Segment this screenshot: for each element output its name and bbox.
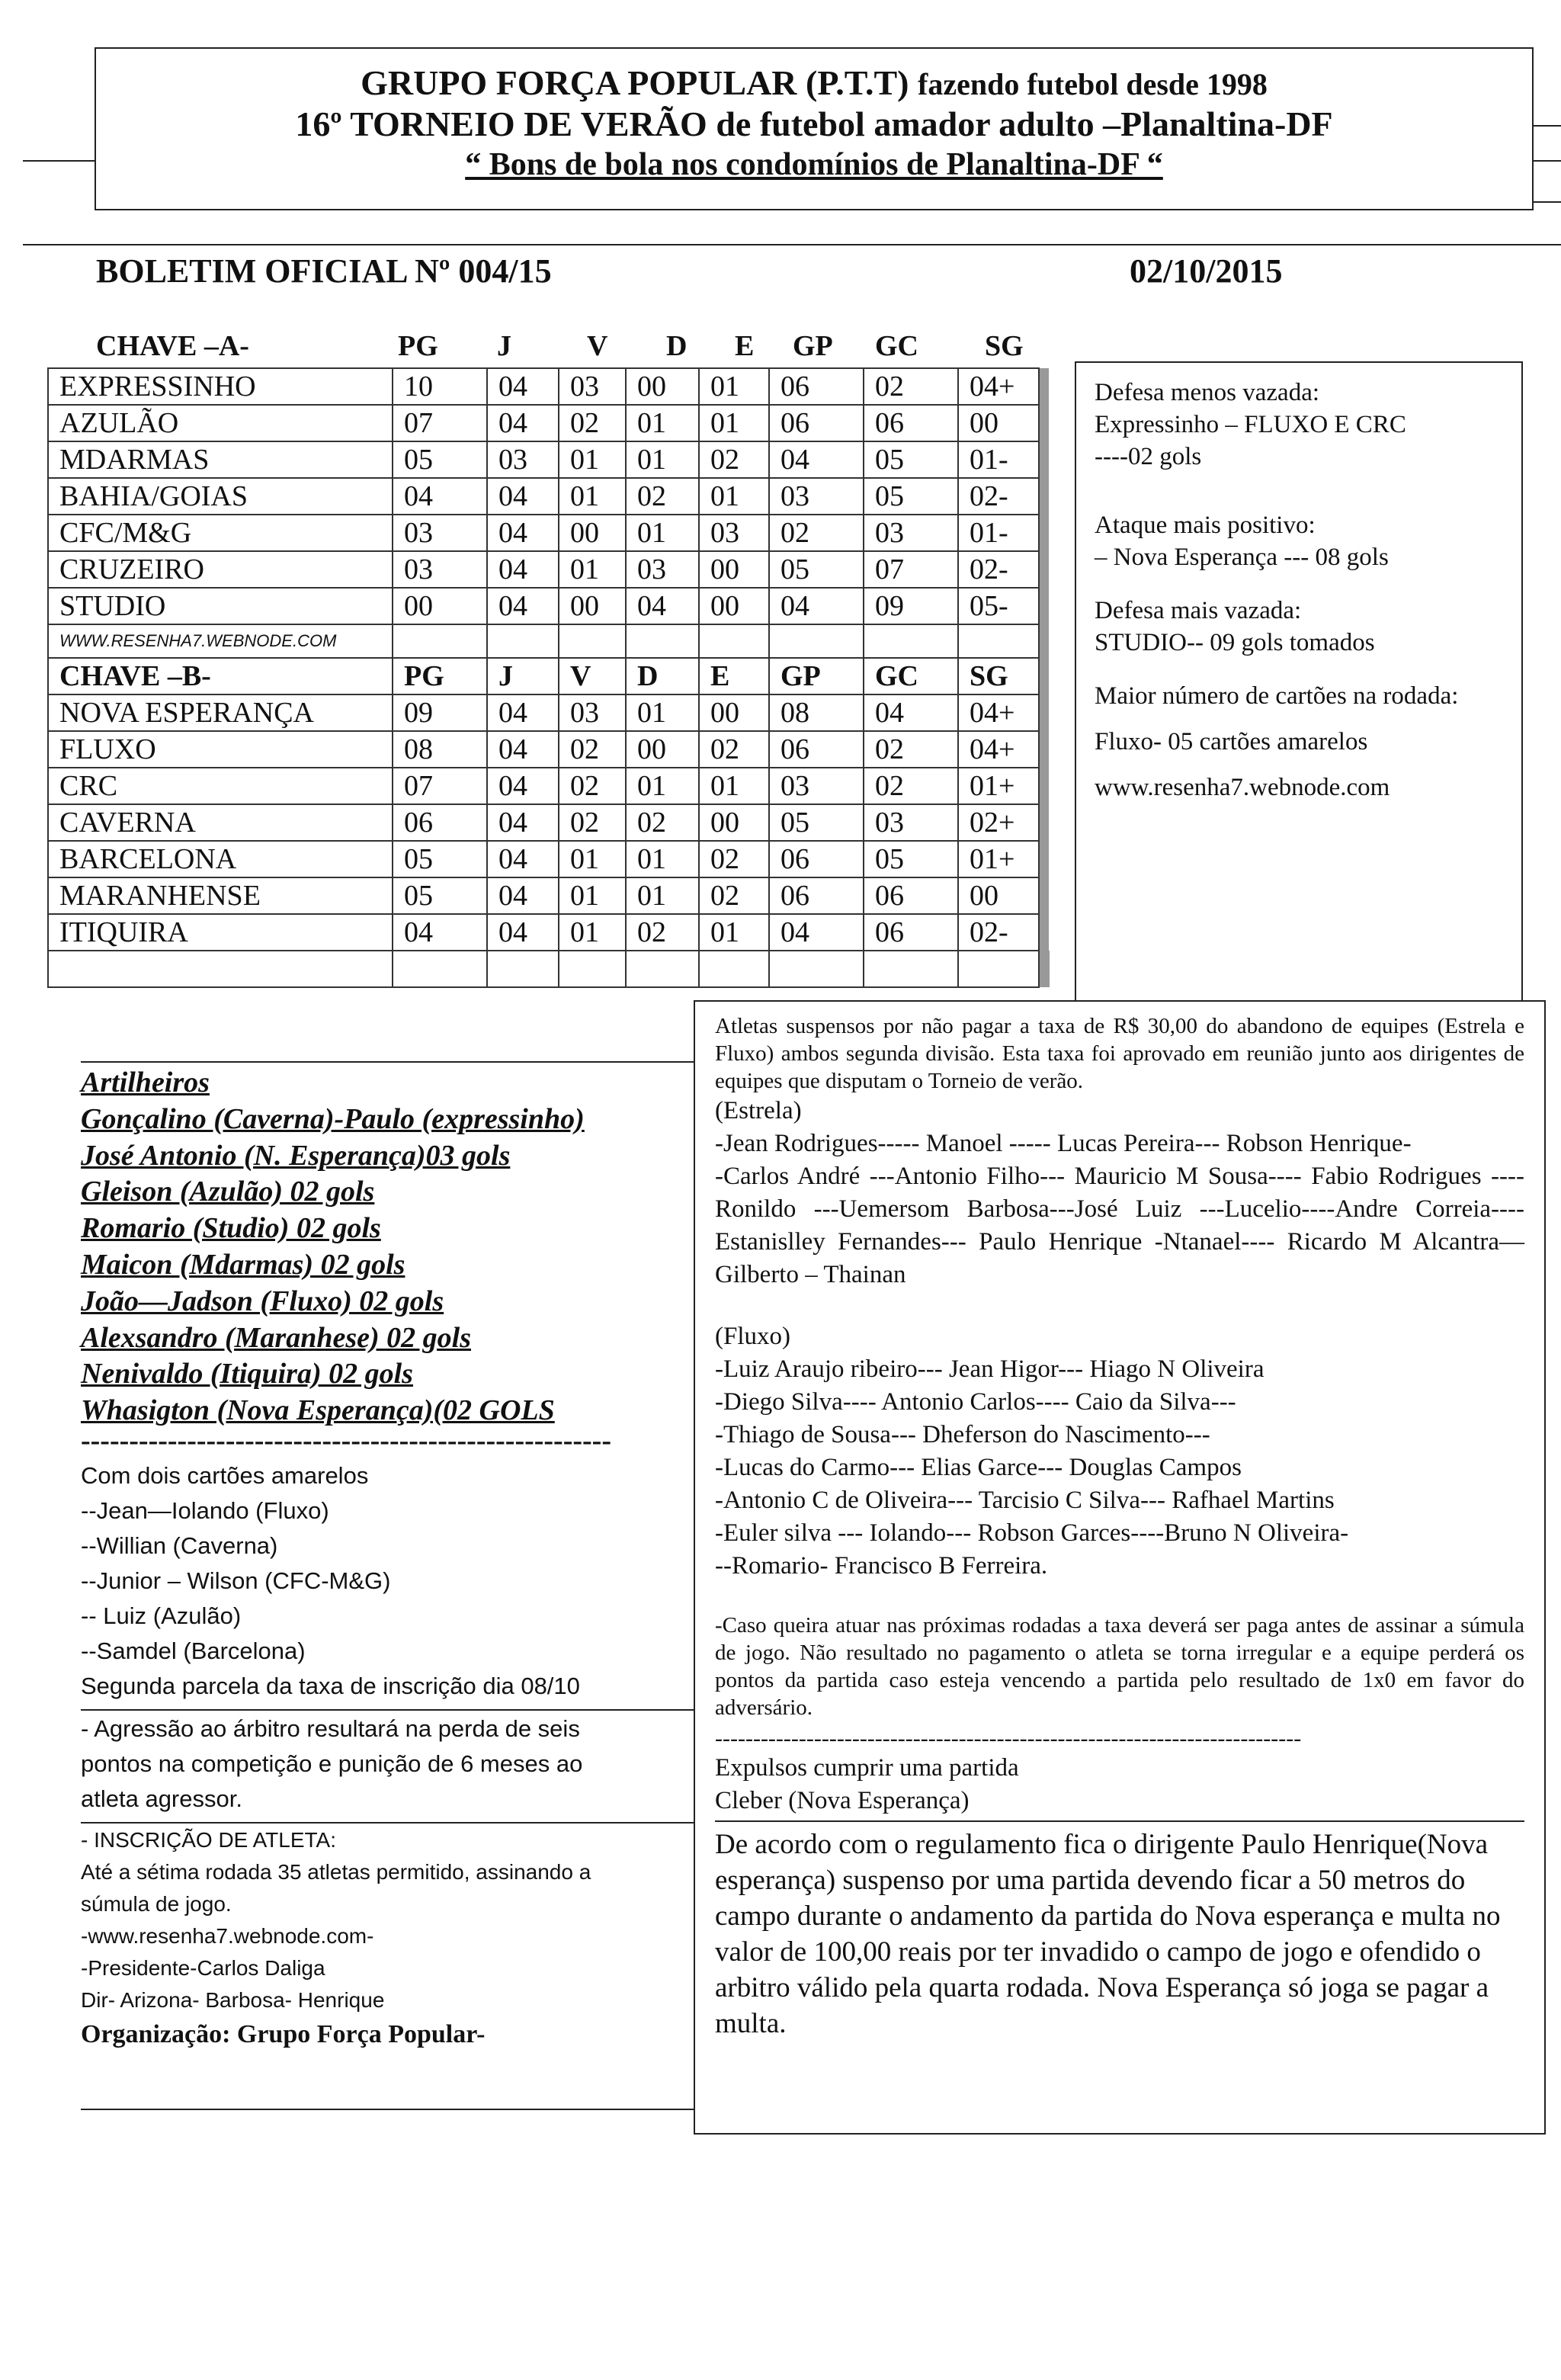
col-e: E	[735, 330, 755, 362]
payment-note: -Caso queira atuar nas próximas rodadas a taxa deverá ser paga antes de assinar a súmula de jogo. Não resultado no pagamento o atleta se torna irregular e a equipe perderá os pontos da partida caso esteja vencendo a partida pelo resultado de 1x0 em favor do adversário.	[715, 1613, 1524, 1720]
table-shadow	[1039, 588, 1050, 624]
team-row	[48, 694, 1050, 731]
stat-cell: 02	[864, 368, 958, 405]
fluxo-players: -Diego Silva---- Antonio Carlos---- Caio da Silva---	[715, 1388, 1236, 1416]
stat-cards-value: Fluxo- 05 cartões amarelos	[1095, 728, 1368, 755]
table-shadow	[1039, 478, 1050, 515]
registration-line-2: súmula de jogo.	[81, 1892, 232, 1916]
col-j: J	[487, 658, 559, 694]
fluxo-players: -Lucas do Carmo--- Elias Garce--- Douglas Campos	[715, 1454, 1242, 1481]
header-box	[95, 47, 1534, 210]
yellow-card-item: --Junior – Wilson (CFC-M&G)	[81, 1567, 391, 1594]
stat-cell: 04	[487, 804, 559, 841]
stat-cell: 00	[626, 731, 699, 768]
stat-cell: 01	[559, 914, 626, 951]
stat-cell: 06	[769, 841, 864, 877]
header-org-name: GRUPO FORÇA POPULAR (P.T.T)	[361, 63, 909, 102]
stat-cell: 02-	[958, 551, 1039, 588]
stat-cell: 02	[864, 731, 958, 768]
stat-cell: 00	[559, 588, 626, 624]
col-gp: GP	[793, 330, 833, 362]
team-row	[48, 441, 1050, 478]
team-name: BARCELONA	[48, 841, 393, 877]
stat-cell: 04	[487, 588, 559, 624]
stat-cell: 04	[487, 515, 559, 551]
scorer-item: Gleison (Azulão) 02 gols	[81, 1176, 375, 1208]
header-org-since: fazendo futebol desde 1998	[918, 67, 1268, 101]
team-row	[48, 804, 1050, 841]
fluxo-title: (Fluxo)	[715, 1323, 790, 1350]
aggression-rule	[81, 1822, 695, 1823]
scorers-separator: -------------------------------------------------------	[81, 1425, 611, 1457]
stat-cell: 01	[699, 368, 769, 405]
suspension-intro: Atletas suspensos por não pagar a taxa de R$ 30,00 do abandono de equipes (Estrela e Fluxo) ambos segunda divisão. Esta taxa foi aprovado em reunião junto aos dirigentes de equipes que disputam o Torneio de verão.	[715, 1014, 1524, 1093]
table-shadow	[1039, 768, 1050, 804]
stat-cell: 06	[864, 877, 958, 914]
stat-cell: 01	[559, 841, 626, 877]
table-shadow	[1039, 877, 1050, 914]
bulletin-title: BOLETIM OFICIAL Nº 004/15	[96, 252, 552, 290]
aggression-line-1: - Agressão ao árbitro resultará na perda de seis	[81, 1715, 580, 1742]
stat-cell: 00	[699, 804, 769, 841]
stat-cell: 09	[393, 694, 487, 731]
stat-cell: 02	[699, 841, 769, 877]
stat-defense-best-value: Expressinho – FLUXO E CRC	[1095, 411, 1406, 438]
website-row	[48, 624, 1050, 658]
team-name: ITIQUIRA	[48, 914, 393, 951]
stat-cell: 02	[559, 768, 626, 804]
stat-website: www.resenha7.webnode.com	[1095, 774, 1390, 801]
stat-cell: 02	[559, 731, 626, 768]
stat-cell: 01	[626, 768, 699, 804]
table-shadow	[1039, 731, 1050, 768]
col-j: J	[497, 330, 511, 362]
stat-cell: 02	[699, 731, 769, 768]
stat-cell: 06	[864, 405, 958, 441]
stat-cell: 10	[393, 368, 487, 405]
col-gc: GC	[864, 658, 958, 694]
fee-rule	[81, 1709, 695, 1711]
chave-a-title: CHAVE –A-	[96, 330, 249, 362]
stat-cell: 03	[864, 515, 958, 551]
fluxo-players: -Euler silva --- Iolando--- Robson Garces----Bruno N Oliveira-	[715, 1519, 1349, 1547]
chave-b-rows	[48, 694, 1050, 951]
stat-cell: 00	[699, 588, 769, 624]
stat-cell: 04	[487, 368, 559, 405]
stat-cell: 05	[393, 441, 487, 478]
stat-cell: 01	[559, 551, 626, 588]
scorer-item: Nenivaldo (Itiquira) 02 gols	[81, 1358, 413, 1390]
stat-cell: 00	[559, 515, 626, 551]
stat-cell: 00	[393, 588, 487, 624]
estrela-players-1: -Jean Rodrigues----- Manoel ----- Lucas Pereira--- Robson Henrique-	[715, 1130, 1412, 1157]
team-row	[48, 914, 1050, 951]
stat-cell: 07	[864, 551, 958, 588]
yellow-cards-title: Com dois cartões amarelos	[81, 1462, 369, 1489]
stat-cell: 04	[487, 551, 559, 588]
table-shadow	[1039, 441, 1050, 478]
stat-cell: 03	[864, 804, 958, 841]
stat-cell: 04	[487, 478, 559, 515]
stat-cell: 04+	[958, 731, 1039, 768]
expelled-title: Expulsos cumprir uma partida	[715, 1754, 1019, 1782]
stat-cell: 01	[626, 405, 699, 441]
header-slogan: “ Bons de bola nos condomínios de Planaltina-DF “	[465, 147, 1163, 182]
estrela-players-2: -Carlos André ---Antonio Filho--- Mauricio M Sousa---- Fabio Rodrigues ----Ronildo ---Uemersom Barbosa---José Luiz ---Lucelio----Andre Correia----Estanislley Fernandes--- Paulo Henrique -Ntanael---- Ricardo M Alcantra—Gilberto – Thainan	[715, 1163, 1524, 1288]
registration-president: -Presidente-Carlos Daliga	[81, 1956, 325, 1980]
col-e: E	[699, 658, 769, 694]
scorer-item: José Antonio (N. Esperança)03 gols	[81, 1140, 511, 1172]
header-rule-right-bottom	[1532, 201, 1561, 203]
stat-cell: 01	[699, 478, 769, 515]
stat-cell: 01	[626, 441, 699, 478]
stat-cell: 04+	[958, 368, 1039, 405]
scorer-item: Maicon (Mdarmas) 02 gols	[81, 1249, 405, 1281]
stat-cell: 04	[487, 731, 559, 768]
stat-cell: 00	[699, 551, 769, 588]
col-gp: GP	[769, 658, 864, 694]
team-row	[48, 731, 1050, 768]
stat-cell: 03	[769, 478, 864, 515]
aggression-line-2: pontos na competição e punição de 6 meses ao	[81, 1750, 583, 1777]
stat-cell: 05	[769, 804, 864, 841]
col-gc: GC	[875, 330, 918, 362]
suspensions-box	[694, 1000, 1546, 2135]
stat-cell: 01	[699, 914, 769, 951]
yellow-card-item: -- Luiz (Azulão)	[81, 1602, 242, 1629]
col-sg: SG	[958, 658, 1039, 694]
stat-cell: 04	[487, 694, 559, 731]
stat-cell: 07	[393, 405, 487, 441]
empty-row	[48, 951, 1050, 987]
scorer-item: João—Jadson (Fluxo) 02 gols	[81, 1285, 444, 1317]
team-name: BAHIA/GOIAS	[48, 478, 393, 515]
stat-defense-best-goals: ----02 gols	[1095, 443, 1202, 470]
col-pg: PG	[398, 330, 438, 362]
stat-cell: 03	[769, 768, 864, 804]
expelled-player: Cleber (Nova Esperança)	[715, 1787, 970, 1814]
estrela-title: (Estrela)	[715, 1097, 802, 1124]
stat-cell: 04+	[958, 694, 1039, 731]
col-d: D	[626, 658, 699, 694]
stat-defense-worst-label: Defesa mais vazada:	[1095, 597, 1302, 624]
table-shadow	[1039, 804, 1050, 841]
stat-cell: 02	[864, 768, 958, 804]
stat-cell: 07	[393, 768, 487, 804]
stat-cell: 09	[864, 588, 958, 624]
team-row	[48, 368, 1050, 405]
stat-cards-label: Maior número de cartões na rodada:	[1095, 682, 1459, 710]
col-d: D	[666, 330, 688, 362]
team-name: EXPRESSINHO	[48, 368, 393, 405]
stat-cell: 01-	[958, 515, 1039, 551]
stat-cell: 01	[626, 515, 699, 551]
stat-cell: 00	[958, 877, 1039, 914]
stat-cell: 02	[626, 914, 699, 951]
chave-b-title: CHAVE –B-	[48, 658, 393, 694]
stat-cell: 01+	[958, 841, 1039, 877]
stat-defense-worst-value: STUDIO-- 09 gols tomados	[1095, 629, 1375, 656]
stat-cell: 03	[559, 368, 626, 405]
stat-cell: 02	[769, 515, 864, 551]
fluxo-players: -Thiago de Sousa--- Dheferson do Nascimento---	[715, 1421, 1210, 1448]
col-sg: SG	[985, 330, 1024, 362]
bulletin-date: 02/10/2015	[1130, 252, 1283, 290]
stat-cell: 06	[769, 368, 864, 405]
stat-cell: 02	[559, 405, 626, 441]
stat-cell: 06	[393, 804, 487, 841]
standings-table	[47, 367, 1050, 988]
stat-cell: 02	[699, 877, 769, 914]
team-name: NOVA ESPERANÇA	[48, 694, 393, 731]
table-shadow	[1039, 841, 1050, 877]
director-note: De acordo com o regulamento fica o dirigente Paulo Henrique(Nova esperança) suspenso por uma partida devendo ficar a 50 metros do campo durante o andamento da partida do Nova esperança e multa no valor de 100,00 reais por ter invadido o campo de jogo e ofendido o arbitro válido pela quarta rodada. Nova Esperança só joga se pagar a multa.	[715, 1829, 1501, 2039]
scorer-item: Whasigton (Nova Esperança)(02 GOLS	[81, 1394, 555, 1426]
scorer-item: Romario (Studio) 02 gols	[81, 1212, 381, 1244]
organization: Organização: Grupo Força Popular-	[81, 2020, 486, 2048]
stat-cell: 04	[864, 694, 958, 731]
stat-cell: 03	[626, 551, 699, 588]
stat-cell: 02-	[958, 478, 1039, 515]
left-rule-top	[81, 1061, 695, 1063]
website-cell: WWW.RESENHA7.WEBNODE.COM	[48, 624, 393, 658]
stats-box	[1075, 361, 1523, 1009]
registration-directors: Dir- Arizona- Barbosa- Henrique	[81, 1988, 385, 2012]
scorer-item: Gonçalino (Caverna)-Paulo (expressinho)	[81, 1103, 585, 1135]
stat-cell: 06	[864, 914, 958, 951]
team-row	[48, 877, 1050, 914]
stat-cell: 03	[699, 515, 769, 551]
stat-cell: 06	[769, 731, 864, 768]
yellow-card-item: --Jean—Iolando (Fluxo)	[81, 1497, 329, 1524]
stat-cell: 05	[393, 841, 487, 877]
stat-cell: 03	[393, 515, 487, 551]
registration-title: - INSCRIÇÃO DE ATLETA:	[81, 1828, 337, 1852]
team-row	[48, 768, 1050, 804]
stat-cell: 03	[393, 551, 487, 588]
team-name: MDARMAS	[48, 441, 393, 478]
col-v: V	[559, 658, 626, 694]
stat-cell: 04	[626, 588, 699, 624]
stat-cell: 01	[699, 768, 769, 804]
stat-cell: 01	[559, 478, 626, 515]
team-row	[48, 478, 1050, 515]
stat-cell: 01-	[958, 441, 1039, 478]
suspension-rule	[715, 1820, 1524, 1822]
table-shadow	[1039, 551, 1050, 588]
stat-attack-label: Ataque mais positivo:	[1095, 512, 1316, 539]
col-v: V	[587, 330, 608, 362]
stat-cell: 06	[769, 877, 864, 914]
fluxo-players: -Antonio C de Oliveira--- Tarcisio C Silva--- Rafhael Martins	[715, 1487, 1335, 1514]
bulletin-rule	[23, 244, 1561, 245]
stat-cell: 05	[864, 841, 958, 877]
team-row	[48, 588, 1050, 624]
yellow-card-item: --Samdel (Barcelona)	[81, 1637, 306, 1664]
stat-cell: 05	[769, 551, 864, 588]
stat-cell: 04	[487, 405, 559, 441]
stat-cell: 01	[626, 841, 699, 877]
registration-website: -www.resenha7.webnode.com-	[81, 1924, 374, 1948]
registration-line-1: Até a sétima rodada 35 atletas permitido, assinando a	[81, 1860, 591, 1884]
stat-cell: 04	[487, 877, 559, 914]
stat-cell: 05	[864, 441, 958, 478]
stat-cell: 04	[393, 914, 487, 951]
team-name: CAVERNA	[48, 804, 393, 841]
stat-cell: 04	[487, 768, 559, 804]
stat-cell: 03	[559, 694, 626, 731]
table-shadow	[1039, 694, 1050, 731]
stat-cell: 04	[769, 441, 864, 478]
header-line-1	[96, 63, 1532, 103]
stat-cell: 00	[699, 694, 769, 731]
team-name: CRUZEIRO	[48, 551, 393, 588]
team-name: STUDIO	[48, 588, 393, 624]
stat-cell: 06	[769, 405, 864, 441]
stat-cell: 04	[487, 841, 559, 877]
stat-cell: 05-	[958, 588, 1039, 624]
scorer-item: Alexsandro (Maranhese) 02 gols	[81, 1322, 471, 1354]
team-row	[48, 551, 1050, 588]
stat-cell: 05	[864, 478, 958, 515]
header-rule-right-top	[1532, 125, 1561, 127]
stat-cell: 00	[958, 405, 1039, 441]
stat-cell: 01	[559, 441, 626, 478]
stat-cell: 02-	[958, 914, 1039, 951]
stat-cell: 04	[487, 914, 559, 951]
header-rule-left	[23, 160, 96, 162]
stat-cell: 01	[626, 877, 699, 914]
stat-cell: 02	[626, 478, 699, 515]
stat-cell: 01+	[958, 768, 1039, 804]
stat-defense-best-label: Defesa menos vazada:	[1095, 379, 1320, 406]
team-row	[48, 515, 1050, 551]
stat-cell: 02+	[958, 804, 1039, 841]
team-name: CRC	[48, 768, 393, 804]
chave-a-rows	[48, 368, 1050, 624]
stat-cell: 01	[559, 877, 626, 914]
stat-cell: 01	[626, 694, 699, 731]
chave-b-header-row	[48, 658, 1050, 694]
stat-cell: 08	[393, 731, 487, 768]
stat-cell: 03	[487, 441, 559, 478]
table-shadow	[1039, 405, 1050, 441]
left-rule-bottom	[81, 2109, 695, 2110]
stat-cell: 05	[393, 877, 487, 914]
fee-note: Segunda parcela da taxa de inscrição dia 08/10	[81, 1673, 580, 1699]
stat-cell: 02	[626, 804, 699, 841]
table-shadow	[1039, 515, 1050, 551]
stat-cell: 04	[769, 914, 864, 951]
team-row	[48, 405, 1050, 441]
stat-cell: 00	[626, 368, 699, 405]
table-shadow	[1039, 914, 1050, 951]
table-shadow	[1039, 368, 1050, 405]
col-pg: PG	[393, 658, 487, 694]
team-name: MARANHENSE	[48, 877, 393, 914]
stat-cell: 04	[769, 588, 864, 624]
team-name: AZULÃO	[48, 405, 393, 441]
fluxo-players: --Romario- Francisco B Ferreira.	[715, 1552, 1048, 1580]
yellow-card-item: --Willian (Caverna)	[81, 1532, 278, 1559]
stat-attack-value: – Nova Esperança --- 08 gols	[1095, 544, 1389, 571]
stat-cell: 02	[699, 441, 769, 478]
team-name: FLUXO	[48, 731, 393, 768]
stat-cell: 04	[393, 478, 487, 515]
stat-cell: 08	[769, 694, 864, 731]
stat-cell: 01	[699, 405, 769, 441]
fluxo-players: -Luiz Araujo ribeiro--- Jean Higor--- Hiago N Oliveira	[715, 1355, 1265, 1383]
stat-cell: 02	[559, 804, 626, 841]
scorers-title: Artilheiros	[81, 1067, 210, 1099]
team-row	[48, 841, 1050, 877]
aggression-line-3: atleta agressor.	[81, 1785, 242, 1812]
header-rule-right-mid	[1532, 160, 1561, 162]
suspension-separator: -----------------------------------------------------------------------------	[715, 1726, 1302, 1751]
team-name: CFC/M&G	[48, 515, 393, 551]
header-tournament: 16º TORNEIO DE VERÃO de futebol amador adulto –Planaltina-DF	[295, 104, 1333, 143]
